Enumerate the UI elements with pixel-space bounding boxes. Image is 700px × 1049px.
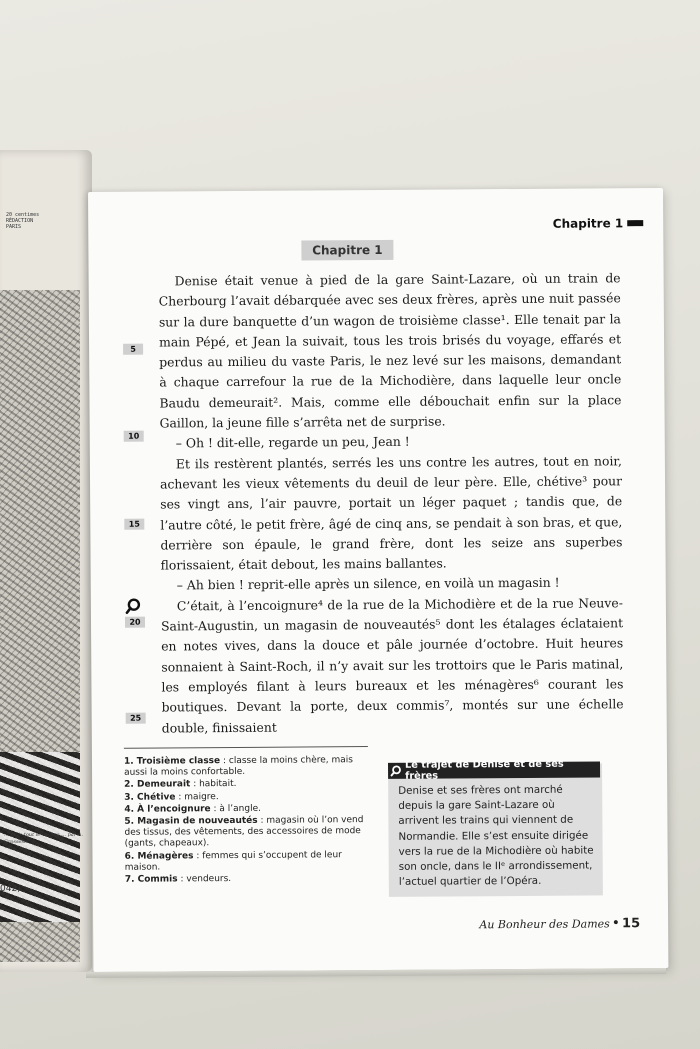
line-number: 20 (125, 617, 145, 628)
footnote-term: 6. Ménagères (124, 850, 194, 862)
magnifier-icon (125, 598, 143, 616)
left-page-caption (6, 212, 86, 230)
sidebar-box-title-text: Le trajet de Denise et de ses frères (404, 758, 564, 782)
footnote-term: 5. Magasin de nouveautés (124, 815, 258, 827)
footnote-text: : magasin où l’on vend des tissus, des vêtements, des accessoires de mode (gants, chapeaux). (124, 815, 364, 850)
footnotes (124, 755, 373, 887)
line-number: 15 (124, 519, 144, 530)
footer-bullet: • (611, 915, 621, 932)
running-head-bar (627, 220, 643, 226)
sidebar-box-title (388, 758, 600, 782)
footnote-text: : à l’angle. (210, 803, 262, 814)
footnote (124, 803, 372, 816)
footnote-term: 4. À l’encoignure (124, 803, 211, 815)
paragraph: – Ah bien ! reprit-elle après un silence, en voilà un magasin ! (176, 575, 560, 593)
book-title: Au Bonheur des Dames (479, 917, 610, 932)
left-caption-line: 20 centimes (6, 212, 40, 218)
running-head-label: Chapitre 1 (552, 216, 624, 231)
footnote-text: : habitait. (190, 779, 237, 790)
footnote (125, 873, 373, 886)
left-caption-line: PARIS (6, 224, 22, 230)
book-page (88, 188, 668, 972)
magnifier-icon (390, 765, 402, 777)
running-head (553, 216, 644, 231)
footnote (125, 850, 373, 874)
body-text (159, 268, 624, 738)
engraving-illustration (0, 290, 80, 962)
footnote-text: : vendeurs. (177, 874, 232, 885)
footnote-text: : classe la moins chère, mais aussi la moins confortable. (124, 755, 353, 778)
footnote-text: : femmes qui s’occupent de leur maison. (124, 849, 342, 873)
left-facing-page (0, 150, 92, 972)
left-illustration-caption: ... mais tout le voyage ... par A. Grosseste (4, 832, 83, 845)
footnote-term: 2. Demeurait (124, 779, 191, 791)
footnote (124, 791, 372, 804)
paragraph: C’était, à l’encoignure⁴ de la rue de la Michodière et de la rue Neuve-Saint-Augustin, un magasin de nouveautés⁵ dont les étalages éclataient en notes vives, dans la douce et pâle journée d’octobre. Huit heures sonnaient à Saint-Roch, il n’y avait sur les trottoirs que le Paris matinal, les employés filant à leurs bureaux et les ménagères⁶ courant les boutiques. Devant la porte, deux commis⁷, montés sur une échelle double, finissaient (160, 595, 624, 736)
paragraph: Denise était venue à pied de la gare Saint-Lazare, où un train de Cherbourg l’avait débarquée avec ses deux frères, après une nuit passée sur la dure banquette d’un wagon de troisième classe¹. Elle tenait par la main Pépé, et Jean la suivait, tous les trois brisés du voyage, effarés et perdus au milieu du vaste Paris, le nez levé sur les maisons, demandant à chaque carrefour la rue de la Michodière, dans laquelle leur oncle Baudu demeurait². Mais, comme elle débouchait enfin sur la place Gaillon, la jeune fille s’arrêta net de surprise. (158, 270, 622, 431)
footnote-text: : maigre. (175, 791, 219, 803)
paragraph: Et ils restèrent plantés, serrés les uns contre les autres, tout en noir, achevant les vieux vêtements du deuil de leur père. Elle, chétive³ pour ses vingt ans, l’air pauvre, portait un léger paquet ; tandis que, de l’autre côté, le petit frère, âgé de cinq ans, se pendait à son bras, et que, derrière son épaule, le grand frère, dont les seize ans superbes florissaient, était debout, les mains ballantes. (159, 452, 623, 573)
line-number: 25 (126, 713, 146, 724)
line-number: 5 (123, 344, 143, 355)
line-number: 10 (124, 431, 144, 442)
page-footer (479, 916, 640, 932)
footnote-term: 7. Commis (124, 874, 178, 885)
page-number: 15 (621, 916, 641, 932)
paragraph: – Oh ! dit-elle, regarde un peu, Jean ! (175, 434, 410, 451)
left-page-number: 042) (0, 884, 21, 894)
footnote-term: 1. Troisième classe (123, 756, 221, 767)
footnote (124, 755, 372, 779)
footnote-rule (124, 746, 368, 749)
footnote (124, 815, 372, 850)
left-caption-line: RÉDACTION (6, 218, 34, 224)
sidebar-box-text: Denise et ses frères ont marché depuis la gare Saint-Lazare où arrivent les trains qui viennent de Normandie. Elle s’est ensuite dirigée vers la rue de la Michodière où habite son oncle, dans le IIᵉ arrondissement, l’actuel quartier de l’Opéra. (398, 783, 594, 889)
footnote-term: 3. Chétive (124, 792, 176, 803)
footnote (124, 778, 372, 791)
chapter-title: Chapitre 1 (301, 240, 393, 261)
